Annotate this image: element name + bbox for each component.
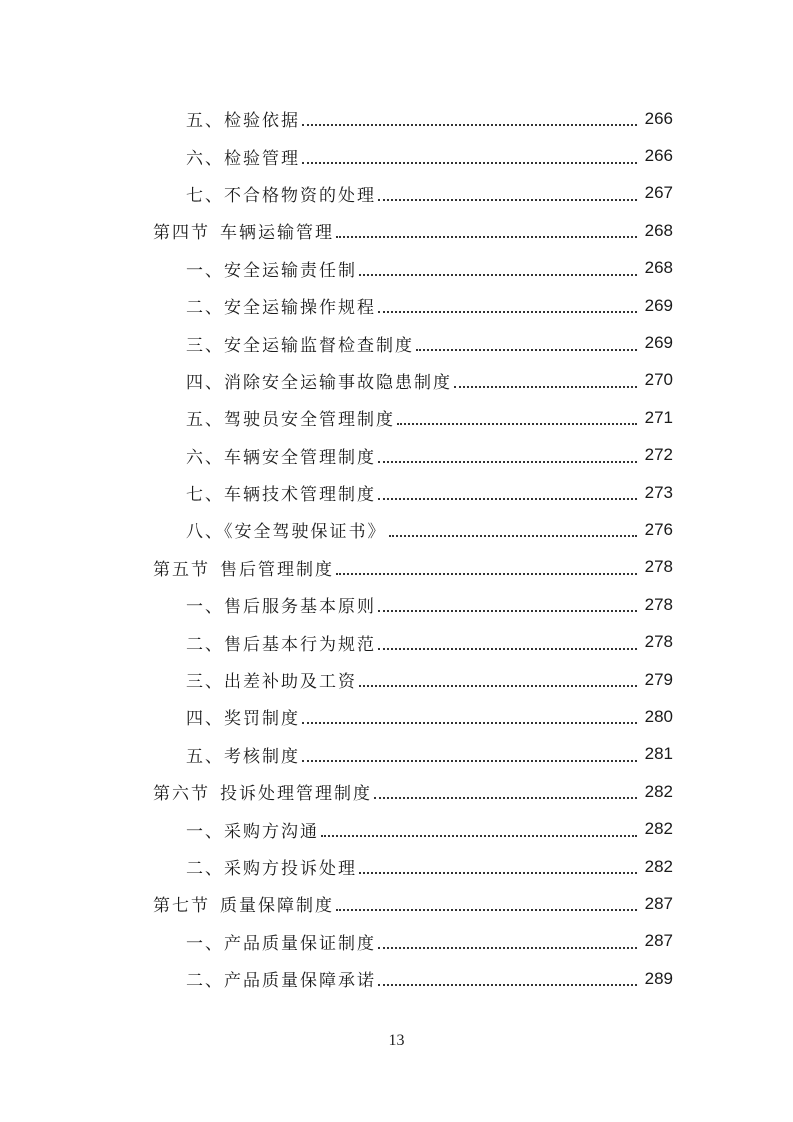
toc-entry-title <box>186 331 414 356</box>
toc-subsection-entry[interactable] <box>0 175 673 212</box>
toc-entry-page: 271 <box>644 407 673 427</box>
toc-subsection-entry[interactable] <box>0 137 673 174</box>
toc-entry-title <box>186 966 376 991</box>
toc-dot-leader <box>336 572 637 575</box>
toc-entry-text: 检验管理 <box>224 148 300 169</box>
toc-subsection-entry[interactable] <box>0 324 673 361</box>
toc-dot-leader <box>378 983 637 986</box>
toc-dot-leader <box>378 198 637 201</box>
toc-subsection-entry[interactable] <box>0 287 673 324</box>
toc-entry-page: 287 <box>644 893 673 913</box>
toc-entry-title <box>186 106 300 131</box>
toc-entry-number: 三、 <box>186 672 224 693</box>
toc-entry-text: 车辆运输管理 <box>220 223 334 244</box>
toc-entry-page: 281 <box>644 744 673 764</box>
toc-subsection-entry[interactable] <box>0 100 673 137</box>
toc-entry-title <box>186 854 357 879</box>
toc-dot-leader <box>336 908 637 911</box>
toc-entry-title <box>153 779 372 804</box>
toc-entry-title <box>153 891 334 916</box>
toc-entry-title <box>186 592 376 617</box>
toc-dot-leader <box>454 385 637 388</box>
toc-entry-number: 二、 <box>186 298 224 319</box>
page-number: 13 <box>388 1032 405 1049</box>
toc-entry-page: 268 <box>644 220 673 240</box>
toc-dot-leader <box>378 609 637 612</box>
toc-entry-page: 270 <box>644 370 673 390</box>
toc-entry-page: 289 <box>644 968 673 988</box>
toc-subsection-entry[interactable] <box>0 848 673 885</box>
toc-subsection-entry[interactable] <box>0 661 673 698</box>
toc-entry-title <box>186 704 300 729</box>
toc-subsection-entry[interactable] <box>0 810 673 847</box>
toc-entry-text: 采购方沟通 <box>224 821 319 842</box>
toc-subsection-entry[interactable] <box>0 399 673 436</box>
toc-entry-number: 二、 <box>186 634 224 655</box>
toc-entry-number: 第四节 <box>153 223 210 244</box>
toc-entry-page: 282 <box>644 819 673 839</box>
toc-entry-page: 273 <box>644 482 673 502</box>
toc-entry-number: 七、 <box>186 185 224 206</box>
toc-entry-number: 五、 <box>186 410 224 431</box>
toc-entry-text: 采购方投诉处理 <box>224 859 357 879</box>
toc-entry-number: 一、 <box>186 260 224 281</box>
toc-entry-text: 产品质量保障承诺 <box>224 971 376 992</box>
toc-section-entry[interactable] <box>0 212 673 249</box>
toc-dot-leader <box>302 161 637 164</box>
toc-entry-number: 一、 <box>186 597 224 618</box>
toc-entry-page: 269 <box>644 295 673 315</box>
toc-entry-text: 售后管理制度 <box>220 559 334 580</box>
toc-entry-page: 266 <box>644 146 673 166</box>
toc-entry-number: 第五节 <box>153 559 210 580</box>
table-of-contents <box>0 100 793 997</box>
toc-subsection-entry[interactable] <box>0 736 673 773</box>
toc-entry-page: 282 <box>644 856 673 876</box>
toc-entry-text: 安全运输监督检查制度 <box>224 335 414 356</box>
toc-subsection-entry[interactable] <box>0 586 673 623</box>
toc-dot-leader <box>302 759 637 762</box>
toc-entry-number: 四、 <box>186 372 224 393</box>
toc-dot-leader <box>359 871 637 874</box>
toc-entry-number: 六、 <box>186 148 224 169</box>
toc-entry-number: 七、 <box>186 485 224 506</box>
toc-subsection-entry[interactable] <box>0 250 673 287</box>
toc-entry-text: 车辆安全管理制度 <box>224 447 376 468</box>
toc-subsection-entry[interactable] <box>0 698 673 735</box>
toc-entry-number: 二、 <box>186 859 224 879</box>
toc-dot-leader <box>359 684 637 687</box>
toc-entry-page: 278 <box>644 594 673 614</box>
toc-dot-leader <box>378 497 637 500</box>
toc-entry-text: 售后服务基本原则 <box>224 597 376 618</box>
toc-entry-page: 280 <box>644 706 673 726</box>
toc-subsection-entry[interactable] <box>0 923 673 960</box>
toc-entry-title <box>153 218 334 243</box>
toc-entry-number: 四、 <box>186 709 224 730</box>
toc-entry-text: 投诉处理管理制度 <box>220 784 372 805</box>
toc-entry-page: 269 <box>644 333 673 353</box>
toc-entry-number: 三、 <box>186 335 224 356</box>
toc-entry-page: 268 <box>644 258 673 278</box>
toc-entry-page: 267 <box>644 183 673 203</box>
toc-dot-leader <box>378 946 637 949</box>
toc-entry-page: 266 <box>644 108 673 128</box>
toc-entry-page: 272 <box>644 445 673 465</box>
toc-entry-title <box>186 667 357 692</box>
toc-entry-text: 奖罚制度 <box>224 709 300 730</box>
toc-entry-number: 六、 <box>186 447 224 468</box>
toc-entry-page: 287 <box>644 931 673 951</box>
toc-entry-title <box>186 742 300 767</box>
toc-entry-text: 消除安全运输事故隐患制度 <box>224 372 452 393</box>
toc-entry-number: 五、 <box>186 746 224 767</box>
toc-entry-title <box>186 929 376 954</box>
toc-entry-title <box>186 405 395 430</box>
toc-entry-number: 八、 <box>186 522 224 543</box>
toc-entry-text: 产品质量保证制度 <box>224 933 376 954</box>
toc-entry-text: 考核制度 <box>224 746 300 767</box>
toc-entry-title <box>186 517 387 542</box>
toc-entry-number: 第七节 <box>153 896 210 917</box>
toc-entry-text: 检验依据 <box>224 111 300 132</box>
toc-dot-leader <box>389 534 638 537</box>
toc-dot-leader <box>378 310 637 313</box>
toc-dot-leader <box>378 647 637 650</box>
toc-dot-leader <box>302 721 637 724</box>
toc-entry-text: 售后基本行为规范 <box>224 634 376 655</box>
toc-entry-title <box>186 480 376 505</box>
toc-entry-title <box>186 144 300 169</box>
toc-subsection-entry[interactable] <box>0 362 673 399</box>
toc-entry-number: 一、 <box>186 821 224 842</box>
toc-dot-leader <box>359 273 637 276</box>
toc-entry-text: 驾驶员安全管理制度 <box>224 410 395 431</box>
toc-entry-text: 质量保障制度 <box>220 896 334 917</box>
toc-section-entry[interactable] <box>0 549 673 586</box>
toc-entry-page: 279 <box>644 669 673 689</box>
toc-entry-title <box>186 443 376 468</box>
toc-entry-title <box>186 293 376 318</box>
toc-dot-leader <box>321 834 637 837</box>
toc-subsection-entry[interactable] <box>0 623 673 660</box>
toc-dot-leader <box>416 348 637 351</box>
toc-entry-text: 出差补助及工资 <box>224 672 357 693</box>
toc-entry-text: 安全运输责任制 <box>224 260 357 281</box>
toc-subsection-entry[interactable] <box>0 437 673 474</box>
toc-entry-title <box>186 256 357 281</box>
toc-entry-page: 278 <box>644 557 673 577</box>
toc-entry-title <box>186 368 452 393</box>
toc-subsection-entry[interactable] <box>0 511 673 548</box>
toc-entry-number: 第六节 <box>153 784 210 805</box>
toc-entry-title <box>186 181 376 206</box>
toc-entry-text: 安全运输操作规程 <box>224 298 376 319</box>
toc-entry-title <box>153 555 334 580</box>
toc-dot-leader <box>302 123 637 126</box>
toc-subsection-entry[interactable] <box>0 960 673 997</box>
toc-entry-text: 不合格物资的处理 <box>224 185 376 206</box>
toc-entry-title <box>186 630 376 655</box>
toc-entry-page: 282 <box>644 781 673 801</box>
toc-entry-number: 五、 <box>186 111 224 132</box>
toc-entry-number: 二、 <box>186 971 224 992</box>
toc-entry-text: 车辆技术管理制度 <box>224 485 376 506</box>
toc-dot-leader <box>378 460 637 463</box>
toc-subsection-entry[interactable] <box>0 474 673 511</box>
toc-entry-page: 278 <box>644 632 673 652</box>
toc-entry-title <box>186 817 319 842</box>
toc-entry-number: 一、 <box>186 933 224 954</box>
toc-section-entry[interactable] <box>0 773 673 810</box>
toc-dot-leader <box>397 422 637 425</box>
toc-dot-leader <box>374 796 637 799</box>
toc-dot-leader <box>336 235 637 238</box>
toc-entry-text: 《安全驾驶保证书》 <box>224 522 387 543</box>
toc-entry-page: 276 <box>644 519 673 539</box>
toc-section-entry[interactable] <box>0 885 673 922</box>
